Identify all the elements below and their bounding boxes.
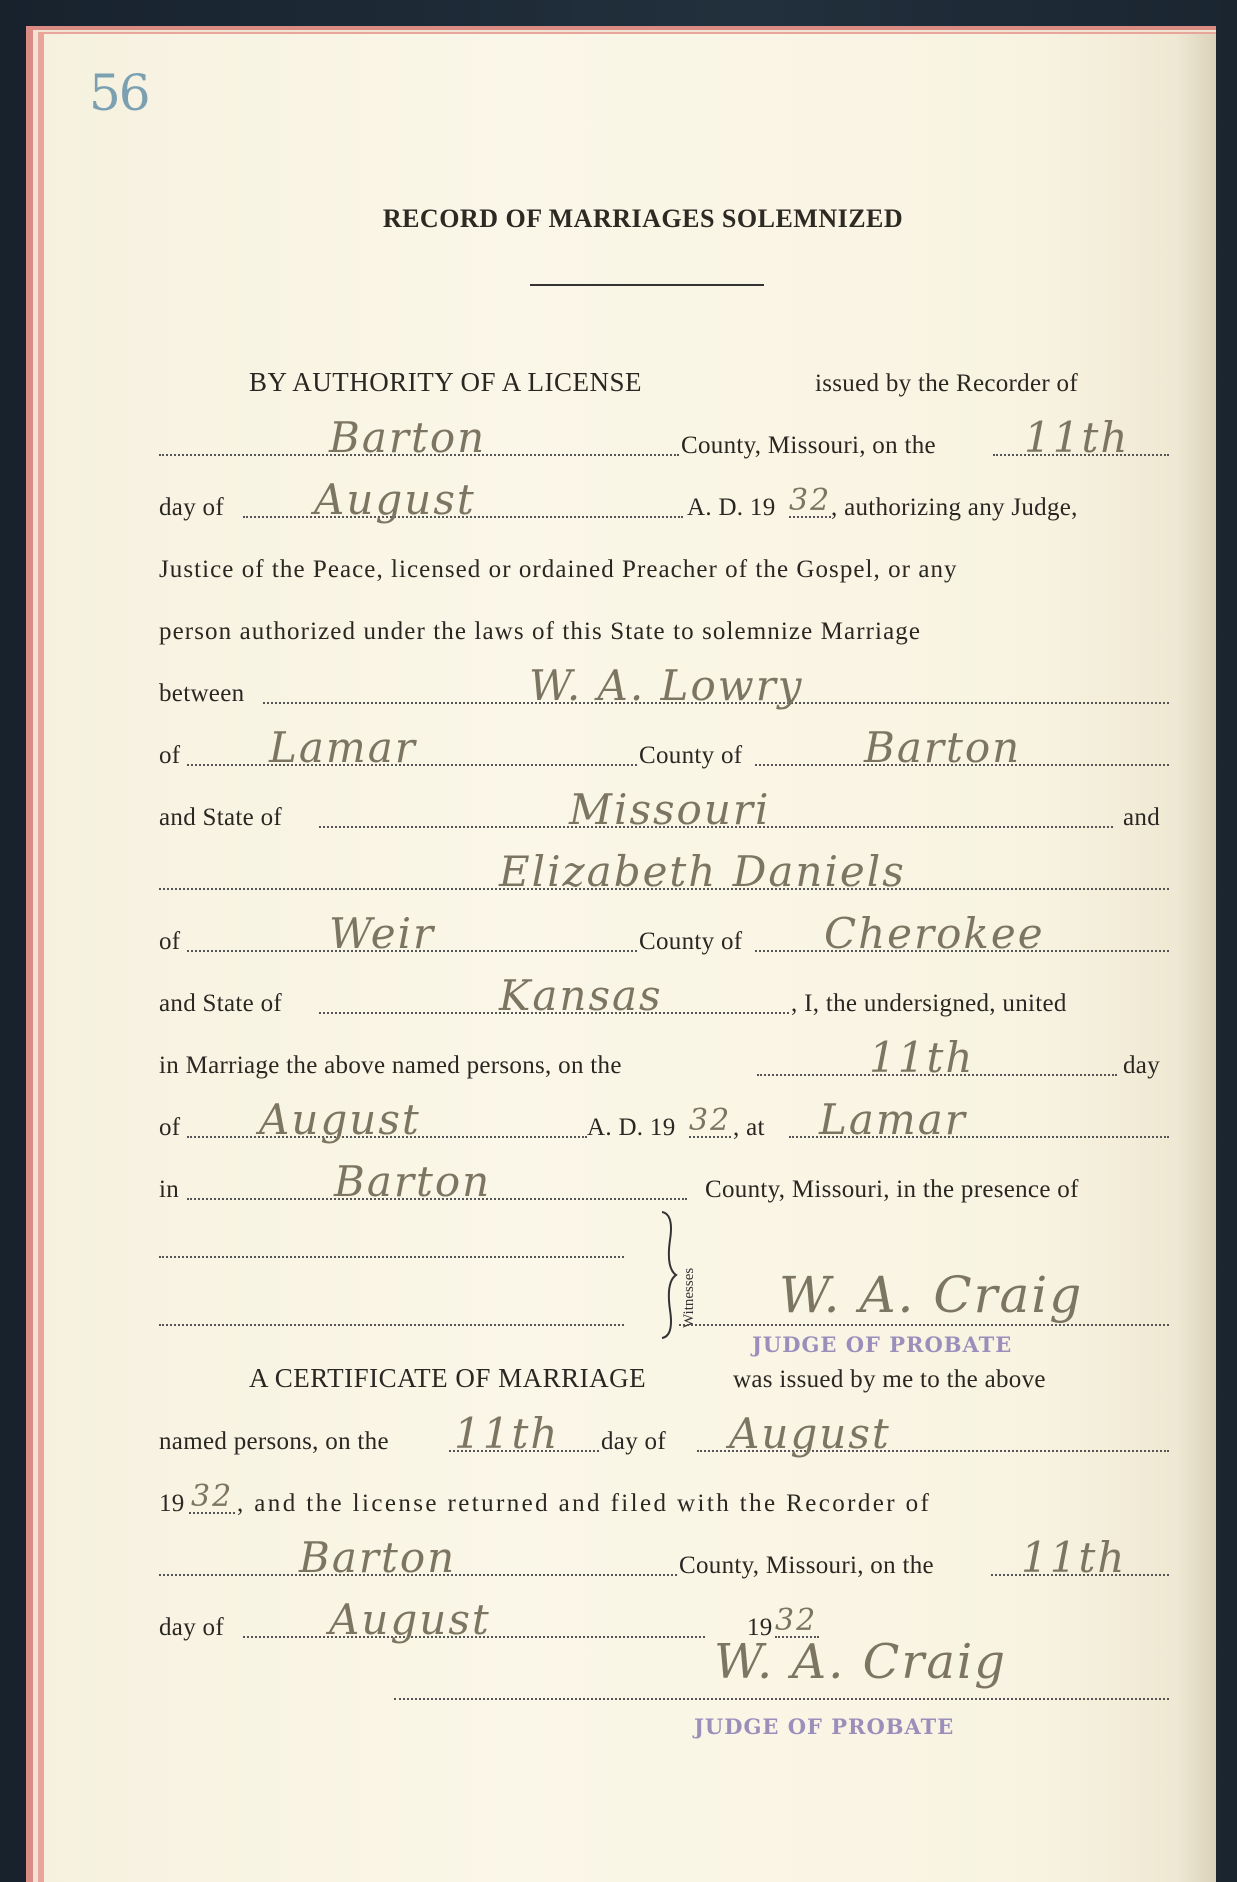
license-lead: BY AUTHORITY OF A LICENSE [249, 367, 643, 397]
marriage-month-line: of August A. D. 19 32 , at Lamar [159, 1100, 1169, 1150]
license-line-4: Justice of the Peace, licensed or ordained Preacher of the Gospel, or any [159, 556, 958, 583]
license-line-1 [159, 356, 1169, 406]
judge-signature-line [394, 1698, 1169, 1700]
certificate-line-3: 19 32 , and the license returned and filed with the Recorder of [159, 1479, 932, 1517]
marriage-county-line: in Barton County, Missouri, in the presence of [159, 1157, 1079, 1206]
marriage-county: Barton [334, 1157, 492, 1206]
record-page [44, 34, 1216, 1882]
license-line-3: day of August A. D. 19 32 , authorizing any Judge, [159, 475, 1078, 524]
witness-line-1 [159, 1256, 624, 1258]
certificate-line-2: named persons, on the 11th day of August [159, 1414, 1169, 1464]
bride-city: Weir [329, 909, 436, 958]
judge-stamp: JUDGE OF PROBATE [694, 1714, 955, 1739]
page-gutter-shadow [1176, 34, 1216, 1882]
marriage-date-line: in Marriage the above named persons, on the 11th day [159, 1033, 1160, 1082]
bride-county: Cherokee [824, 909, 1045, 958]
groom-state-line: and State of Missouri and [159, 785, 1160, 834]
witness-line-2 [159, 1324, 624, 1326]
certificate-day: 11th [454, 1409, 560, 1458]
certificate-year: 32 [191, 1479, 234, 1514]
officiant-signature: W. A. Craig [779, 1266, 1084, 1324]
issue-day: 11th [1024, 413, 1130, 462]
groom-name-line: between W. A. Lowry [159, 666, 1169, 716]
heading-divider [530, 284, 764, 286]
officiant-signature-line [679, 1324, 1169, 1326]
certificate-line-4: Barton County, Missouri, on the 11th [159, 1538, 1169, 1588]
bride-state-line: and State of Kansas , I, the undersigned, united [159, 971, 1067, 1020]
bride-name-line [159, 847, 1169, 902]
license-line-2: Barton County, Missouri, on the 11th [159, 418, 1169, 468]
marriage-year: 32 [689, 1103, 732, 1138]
recorder-county: Barton [329, 413, 487, 462]
page-number: 56 [89, 64, 149, 122]
marriage-month: August [259, 1095, 421, 1144]
groom-city: Lamar [269, 723, 417, 772]
marriage-place: Lamar [819, 1095, 967, 1144]
filing-county: Barton [299, 1533, 457, 1582]
bride-name: Elizabeth Daniels [499, 847, 906, 896]
judge-signature: W. A. Craig [714, 1634, 1008, 1690]
groom-county: Barton [864, 723, 1022, 772]
certificate-month: August [729, 1409, 891, 1458]
issue-year: 32 [789, 483, 832, 518]
groom-state: Missouri [569, 785, 771, 834]
license-line-5: person authorized under the laws of this State to solemnize Marriage [159, 618, 922, 645]
witness-brace [658, 1210, 680, 1340]
issue-month: August [314, 475, 476, 524]
page-title: RECORD OF MARRIAGES SOLEMNIZED [382, 204, 904, 233]
groom-name: W. A. Lowry [529, 661, 804, 710]
bride-state: Kansas [499, 971, 663, 1020]
witnesses-label: Witnesses [681, 1267, 697, 1328]
certificate-line-1: A CERTIFICATE OF MARRIAGE was issued by me to the above [249, 1363, 1046, 1393]
certificate-lead: A CERTIFICATE OF MARRIAGE [249, 1363, 647, 1393]
marriage-day: 11th [869, 1033, 975, 1082]
filing-year: 32 [775, 1603, 818, 1638]
groom-residence-line: of Lamar County of Barton [159, 728, 1169, 778]
officiant-stamp: JUDGE OF PROBATE [752, 1332, 1013, 1357]
filing-day: 11th [1021, 1533, 1127, 1582]
certificate-line-5: day of August 19 32 [159, 1595, 818, 1644]
bride-residence-line: of Weir County of Cherokee [159, 914, 1169, 964]
license-lead-rest: issued by the Recorder of [815, 370, 1078, 397]
filing-month: August [329, 1595, 491, 1644]
